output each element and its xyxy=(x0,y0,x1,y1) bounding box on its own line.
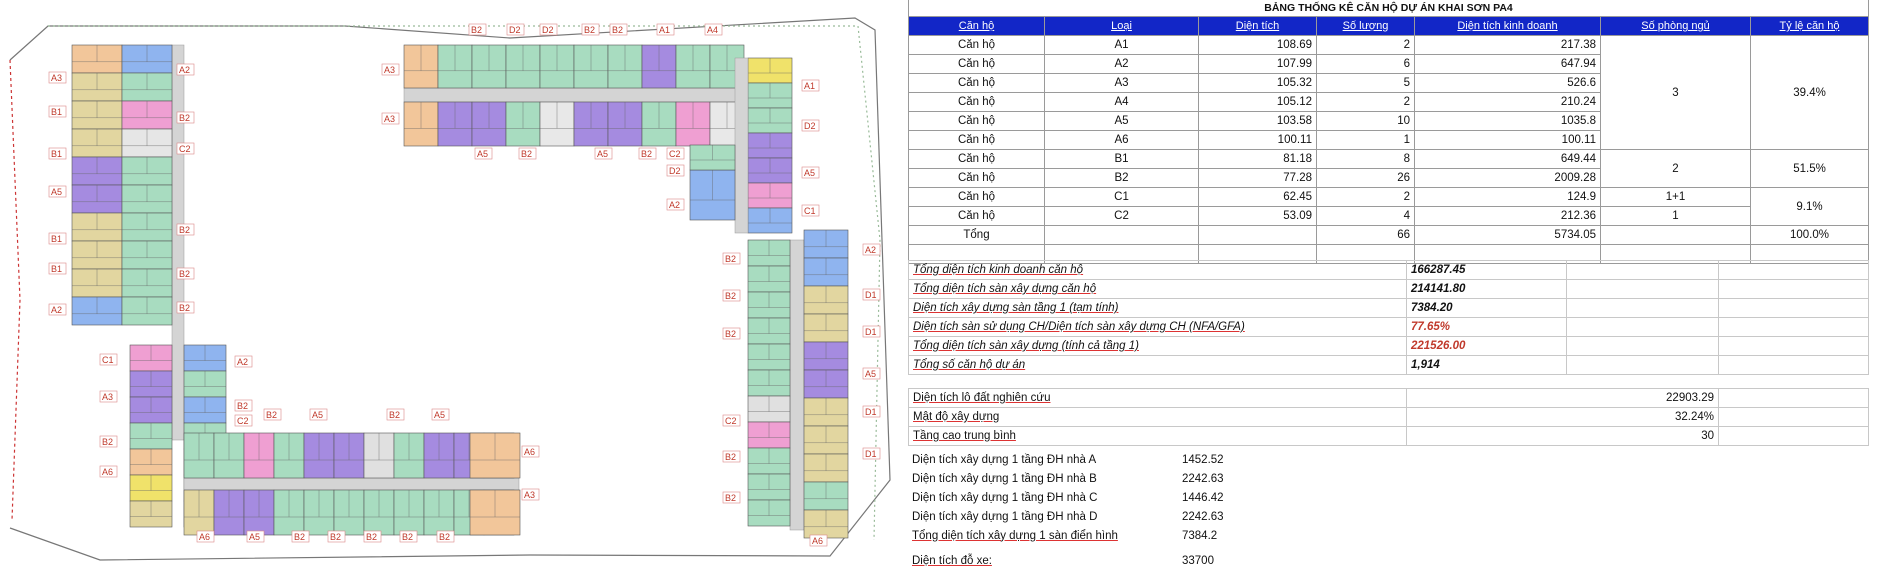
col-header: Diện tích kinh doanh xyxy=(1415,17,1601,36)
unit-type-label xyxy=(810,535,827,546)
unit-type-label xyxy=(382,113,399,124)
svg-text:A5: A5 xyxy=(249,532,261,542)
unit-type-label xyxy=(639,148,656,159)
unit-type-label xyxy=(235,415,252,426)
unit-type-label xyxy=(863,326,880,337)
svg-text:B2: B2 xyxy=(612,25,624,35)
unit-type-label xyxy=(264,409,281,420)
unit-type-label xyxy=(863,368,880,379)
building-row: Diện tích xây dựng 1 tầng ĐH nhà A 1452.52 xyxy=(912,453,1224,466)
unit-type-label xyxy=(705,24,722,35)
svg-text:B2: B2 xyxy=(471,25,483,35)
svg-text:B2: B2 xyxy=(725,493,737,503)
svg-text:A2: A2 xyxy=(669,200,681,210)
col-header: Diện tích xyxy=(1199,17,1317,36)
building-row: Diện tích xây dựng 1 tầng ĐH nhà D 2242.63 xyxy=(912,510,1224,523)
unit-type-label xyxy=(49,106,66,117)
bedrooms-c2: 1 xyxy=(1601,207,1751,226)
site-row: Diện tích lô đất nghiên cứu 22903.29 xyxy=(909,389,1869,408)
unit-type-label xyxy=(507,24,524,35)
unit-type-label xyxy=(475,148,492,159)
ratio-group-c: 9.1% xyxy=(1751,188,1869,226)
total-row: Tổng 66 5734.05 100.0% xyxy=(909,226,1869,245)
unit-type-label xyxy=(582,24,599,35)
unit-type-label xyxy=(177,64,194,75)
unit-type-label xyxy=(723,253,740,264)
unit-type-label xyxy=(522,489,539,500)
apartment-statistics-table xyxy=(908,0,1869,264)
svg-text:B2: B2 xyxy=(725,329,737,339)
unit-type-label xyxy=(247,531,264,542)
unit-type-label xyxy=(235,356,252,367)
unit-type-label xyxy=(522,446,539,457)
bedrooms-group-a: 3 xyxy=(1601,36,1751,150)
table-title: BẢNG THỐNG KÊ CĂN HỘ DỰ ÁN KHAI SƠN PA4 xyxy=(909,0,1869,17)
svg-text:A3: A3 xyxy=(102,392,114,402)
svg-text:A5: A5 xyxy=(804,168,816,178)
svg-text:A6: A6 xyxy=(199,532,211,542)
summary-row: Tổng diện tích sàn xây dựng (tính cả tầng 1) 221526.00 xyxy=(909,337,1869,356)
unit-type-label xyxy=(863,406,880,417)
unit-type-label xyxy=(540,24,557,35)
svg-text:A3: A3 xyxy=(51,73,63,83)
unit-type-label xyxy=(432,409,449,420)
site-row: Mật độ xây dựng 32.24% xyxy=(909,408,1869,427)
svg-text:A5: A5 xyxy=(477,149,489,159)
svg-text:A3: A3 xyxy=(524,490,536,500)
svg-text:B2: B2 xyxy=(584,25,596,35)
ratio-group-a: 39.4% xyxy=(1751,36,1869,150)
svg-text:C2: C2 xyxy=(237,416,249,426)
svg-text:B2: B2 xyxy=(725,452,737,462)
summary-row: Tổng diện tích kinh doanh căn hộ 166287.45 xyxy=(909,261,1869,280)
table-row: Căn hộ C1 62.45 2 124.9 1+1 9.1% xyxy=(909,188,1869,207)
svg-text:D1: D1 xyxy=(865,407,877,417)
unit-type-label xyxy=(100,436,117,447)
svg-text:A5: A5 xyxy=(434,410,446,420)
corridor xyxy=(735,58,748,233)
table-row: Căn hộ C2 53.09 4 212.36 1 xyxy=(909,207,1869,226)
svg-text:B2: B2 xyxy=(237,401,249,411)
svg-text:D1: D1 xyxy=(865,449,877,459)
corridor xyxy=(184,478,519,490)
svg-text:B1: B1 xyxy=(51,234,63,244)
unit-type-label xyxy=(177,143,194,154)
table-row: Căn hộ A3 105.32 5 526.6 xyxy=(909,74,1869,93)
svg-text:B2: B2 xyxy=(389,410,401,420)
unit-type-label xyxy=(382,64,399,75)
svg-text:B2: B2 xyxy=(330,532,342,542)
svg-text:D2: D2 xyxy=(509,25,521,35)
unit-type-label xyxy=(328,531,345,542)
svg-text:A4: A4 xyxy=(707,25,719,35)
col-header: Tỷ lệ căn hộ xyxy=(1751,17,1869,36)
svg-text:B2: B2 xyxy=(179,269,191,279)
svg-text:B2: B2 xyxy=(521,149,533,159)
svg-text:B2: B2 xyxy=(725,291,737,301)
unit-type-label xyxy=(469,24,486,35)
unit-type-label xyxy=(802,80,819,91)
unit-type-label xyxy=(802,167,819,178)
svg-text:B2: B2 xyxy=(266,410,278,420)
svg-text:B2: B2 xyxy=(179,113,191,123)
unit-type-label xyxy=(100,466,117,477)
unit-type-label xyxy=(292,531,309,542)
svg-text:B2: B2 xyxy=(294,532,306,542)
svg-text:B1: B1 xyxy=(51,149,63,159)
svg-text:D2: D2 xyxy=(669,166,681,176)
svg-text:B2: B2 xyxy=(439,532,451,542)
building-row: Diện tích xây dựng 1 tầng ĐH nhà C 1446.42 xyxy=(912,491,1224,504)
summary-row: Tổng số căn hộ dự án 1,914 xyxy=(909,356,1869,375)
unit-type-label xyxy=(863,244,880,255)
unit-type-label xyxy=(863,289,880,300)
svg-text:A6: A6 xyxy=(102,467,114,477)
unit-type-label xyxy=(49,233,66,244)
site-table xyxy=(908,388,1869,446)
svg-text:A1: A1 xyxy=(804,81,816,91)
col-header: Số phòng ngủ xyxy=(1601,17,1751,36)
svg-text:C2: C2 xyxy=(669,149,681,159)
unit-type-label xyxy=(610,24,627,35)
svg-text:A5: A5 xyxy=(597,149,609,159)
svg-text:B2: B2 xyxy=(179,303,191,313)
table-row: Căn hộ A5 103.58 10 1035.8 xyxy=(909,112,1869,131)
bedrooms-group-b: 2 xyxy=(1601,150,1751,188)
floor-plan-drawing xyxy=(0,0,900,570)
unit-type-label xyxy=(310,409,327,420)
table-row: Căn hộ A6 100.11 1 100.11 xyxy=(909,131,1869,150)
corridor xyxy=(172,45,184,440)
unit-type-label xyxy=(802,205,819,216)
building-area-list xyxy=(908,450,1268,570)
unit-type-label xyxy=(177,224,194,235)
svg-text:B2: B2 xyxy=(102,437,114,447)
svg-text:A6: A6 xyxy=(812,536,824,546)
svg-text:D1: D1 xyxy=(865,327,877,337)
unit-type-label xyxy=(667,165,684,176)
unit-type-label xyxy=(387,409,404,420)
svg-text:C2: C2 xyxy=(725,416,737,426)
unit-type-label xyxy=(177,112,194,123)
svg-text:D2: D2 xyxy=(804,121,816,131)
svg-text:B1: B1 xyxy=(51,264,63,274)
unit-type-label xyxy=(400,531,417,542)
svg-text:A2: A2 xyxy=(51,305,63,315)
col-header: Số lượng xyxy=(1317,17,1415,36)
svg-text:A3: A3 xyxy=(384,65,396,75)
svg-text:A5: A5 xyxy=(865,369,877,379)
table-row: Căn hộ A1 108.69 2 217.38 3 39.4% xyxy=(909,36,1869,55)
unit-type-label xyxy=(49,186,66,197)
unit-type-label xyxy=(49,72,66,83)
summary-row: Diện tích xây dựng sàn tầng 1 (tạm tính) 7384.20 xyxy=(909,299,1869,318)
svg-text:C1: C1 xyxy=(804,206,816,216)
svg-text:A6: A6 xyxy=(524,447,536,457)
unit-type-label xyxy=(802,120,819,131)
unit-type-label xyxy=(235,400,252,411)
col-header: Căn hộ xyxy=(909,17,1045,36)
table-row: Căn hộ B1 81.18 8 649.44 2 51.5% xyxy=(909,150,1869,169)
svg-text:C2: C2 xyxy=(179,144,191,154)
unit-type-label xyxy=(863,448,880,459)
unit-type-label xyxy=(49,148,66,159)
unit-type-label xyxy=(100,391,117,402)
svg-text:B2: B2 xyxy=(366,532,378,542)
unit-type-label xyxy=(667,148,684,159)
bedrooms-c1: 1+1 xyxy=(1601,188,1751,207)
col-header: Loại xyxy=(1045,17,1199,36)
summary-row: Tổng diện tích sàn xây dựng căn hộ 214141.80 xyxy=(909,280,1869,299)
svg-text:B2: B2 xyxy=(641,149,653,159)
svg-text:A2: A2 xyxy=(237,357,249,367)
unit-type-label xyxy=(723,290,740,301)
svg-text:B2: B2 xyxy=(725,254,737,264)
building-row: Diện tích đỗ xe: 33700 xyxy=(912,554,1214,567)
building-row: Tổng diện tích xây dựng 1 sàn điển hình 7384.2 xyxy=(912,529,1218,542)
table-row: Căn hộ B2 77.28 26 2009.28 xyxy=(909,169,1869,188)
svg-text:A2: A2 xyxy=(865,245,877,255)
ratio-group-b: 51.5% xyxy=(1751,150,1869,188)
corridor xyxy=(790,240,804,530)
unit-type-label xyxy=(197,531,214,542)
svg-text:D2: D2 xyxy=(542,25,554,35)
svg-text:A2: A2 xyxy=(179,65,191,75)
summary-table xyxy=(908,260,1869,375)
svg-text:B1: B1 xyxy=(51,107,63,117)
unit-type-label xyxy=(437,531,454,542)
unit-type-label xyxy=(667,199,684,210)
unit-type-label xyxy=(100,354,117,365)
corridor xyxy=(404,88,744,102)
svg-text:C1: C1 xyxy=(102,355,114,365)
unit-type-label xyxy=(723,451,740,462)
svg-text:A5: A5 xyxy=(51,187,63,197)
svg-text:A3: A3 xyxy=(384,114,396,124)
unit-type-label xyxy=(723,328,740,339)
summary-row: Diện tích sàn sử dụng CH/Diện tích sàn xây dựng CH (NFA/GFA) 77.65% xyxy=(909,318,1869,337)
statistics-sheet xyxy=(908,0,1868,570)
table-header-row xyxy=(909,17,1869,36)
unit-type-label xyxy=(723,492,740,503)
table-row: Căn hộ A4 105.12 2 210.24 xyxy=(909,93,1869,112)
unit-type-label xyxy=(177,302,194,313)
table-row: Căn hộ A2 107.99 6 647.94 xyxy=(909,55,1869,74)
site-row: Tầng cao trung bình 30 xyxy=(909,427,1869,446)
svg-text:B2: B2 xyxy=(179,225,191,235)
unit-type-label xyxy=(49,263,66,274)
unit-type-label xyxy=(519,148,536,159)
unit-type-label xyxy=(49,304,66,315)
unit-type-label xyxy=(723,415,740,426)
svg-text:A1: A1 xyxy=(659,25,671,35)
unit-type-label xyxy=(177,268,194,279)
svg-text:D1: D1 xyxy=(865,290,877,300)
svg-text:B2: B2 xyxy=(402,532,414,542)
unit-type-label xyxy=(595,148,612,159)
unit-type-label xyxy=(657,24,674,35)
svg-text:A5: A5 xyxy=(312,410,324,420)
building-row: Diện tích xây dựng 1 tầng ĐH nhà B 2242.63 xyxy=(912,472,1224,485)
unit-type-label xyxy=(364,531,381,542)
